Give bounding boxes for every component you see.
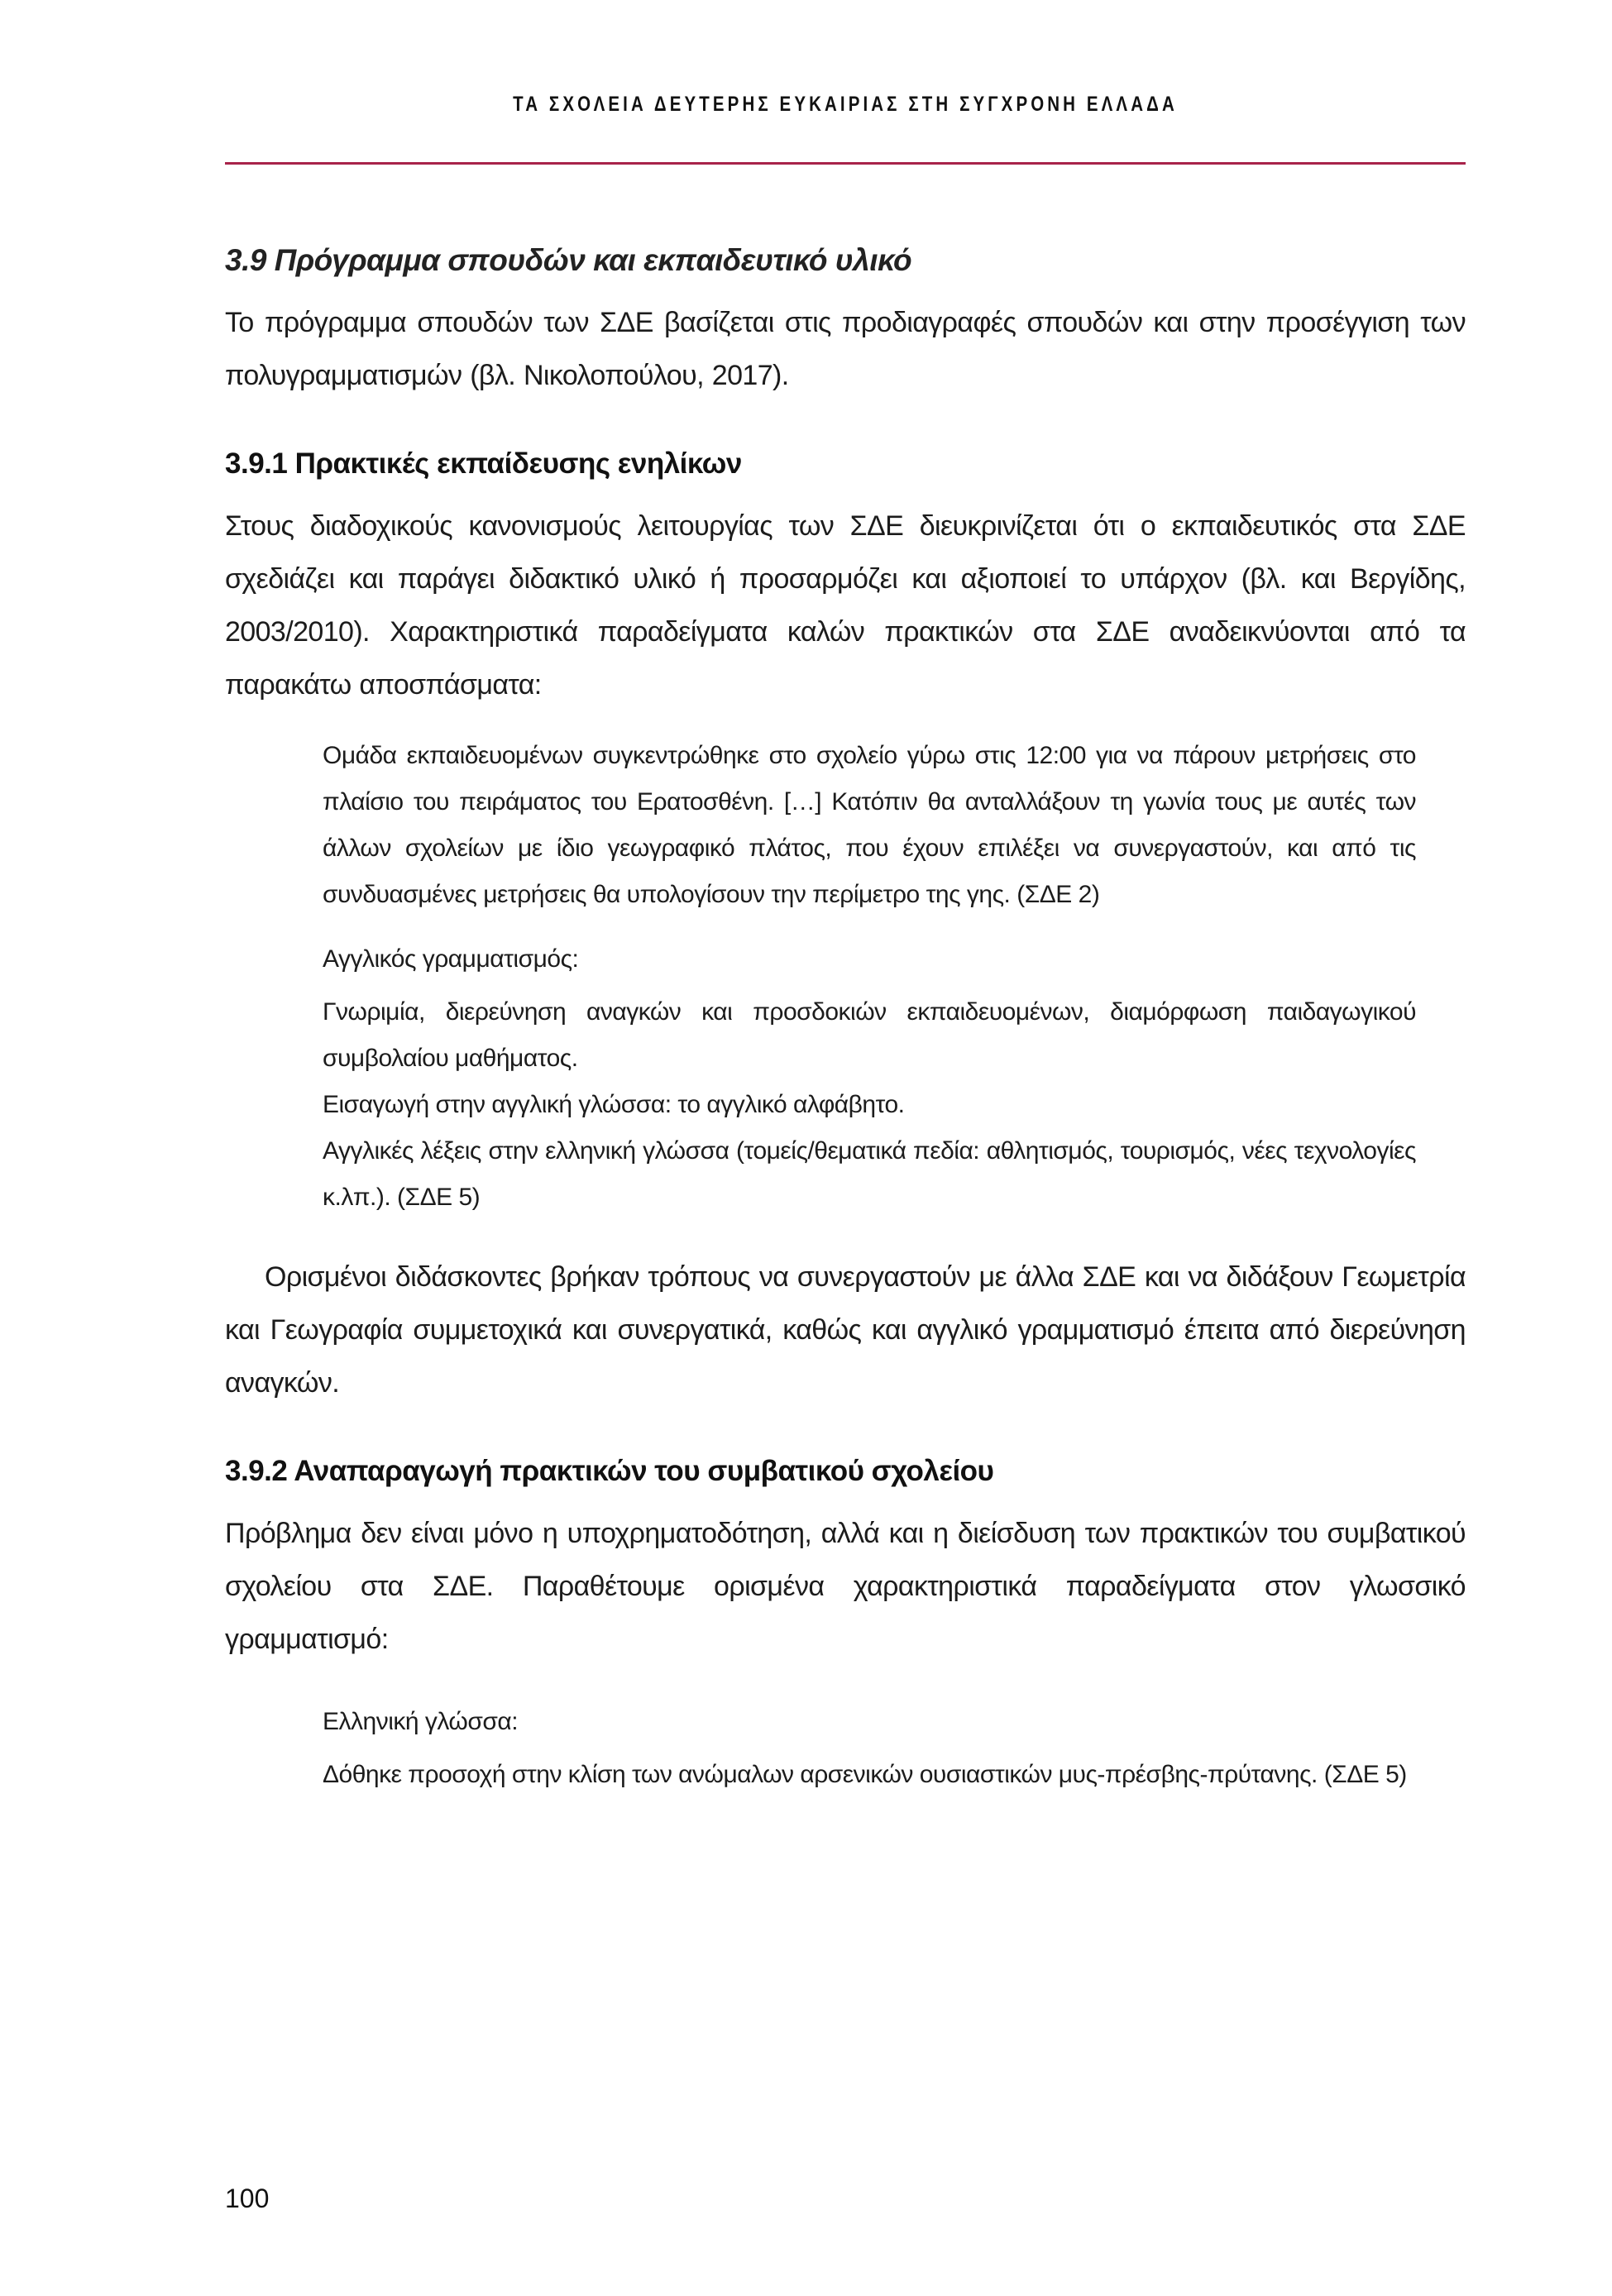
quote-label: Ελληνική γλώσσα: <box>323 1708 519 1735</box>
running-header: ΤΑ ΣΧΟΛΕΙΑ ΔΕΥΤΕΡΗΣ ΕΥΚΑΙΡΙΑΣ ΣΤΗ ΣΥΓΧΡΟΝΗ ΕΛΛΑΔΑ <box>513 93 1178 116</box>
subsection-2-paragraph: Πρόβλημα δεν είναι μόνο η υποχρηματοδότηση, αλλά και η διείσδυση των πρακτικών του συμβατικού σχολείου στα ΣΔΕ. Παραθέτουμε ορισμένα χαρακτηριστικά παραδείγματα στον γλωσσικό γραμματισμό: <box>225 1518 1466 1655</box>
quote-line: Αγγλικές λέξεις στην ελληνική γλώσσα (τομείς/θεματικά πεδία: αθλητισμός, τουρισμός, νέες τεχνολογίες κ.λπ.). (ΣΔΕ 5) <box>323 1137 1416 1211</box>
page-number: 100 <box>225 2184 270 2213</box>
quote-line: Εισαγωγή στην αγγλική γλώσσα: το αγγλικό αλφάβητο. <box>323 1091 905 1118</box>
page-body <box>225 240 1466 1816</box>
subsection-heading-3-9-1: 3.9.1 Πρακτικές εκπαίδευσης ενηλίκων <box>225 447 742 480</box>
quote-text: Δόθηκε προσοχή στην κλίση των ανώμαλων αρσενικών ουσιαστικών μυς-πρέσβης-πρύτανης. (ΣΔΕ 5) <box>323 1761 1407 1788</box>
quote-text: Ομάδα εκπαιδευομένων συγκεντρώθηκε στο σχολείο γύρω στις 12:00 για να πάρουν μετρήσεις στο πλαίσιο του πειράματος του Ερατοσθένη. […] Κατόπιν θα ανταλλάξουν τη γωνία τους με αυτές των άλλων σχολείων με ίδιο γεωγραφικό πλάτος, που έχουν επιλέξει να συνεργαστούν, και από τις συνδυασμένες μετρήσεις θα υπολογίσουν την περίμετρο της γης. (ΣΔΕ 2) <box>323 742 1416 908</box>
block-quote-greek-language <box>323 1699 1416 1798</box>
quote-line: Γνωριμία, διερεύνηση αναγκών και προσδοκιών εκπαιδευομένων, διαμόρφωση παιδαγωγικού συμβολαίου μαθήματος. <box>323 998 1416 1072</box>
section-intro-paragraph: Το πρόγραμμα σπουδών των ΣΔΕ βασίζεται στις προδιαγραφές σπουδών και στην προσέγγιση των πολυγραμματισμών (βλ. Νικολοπούλου, 2017). <box>225 307 1466 391</box>
header-rule <box>225 162 1466 165</box>
block-quote-english-literacy <box>323 936 1416 1221</box>
subsection-1-paragraph: Στους διαδοχικούς κανονισμούς λειτουργίας των ΣΔΕ διευκρινίζεται ότι ο εκπαιδευτικός στα ΣΔΕ σχεδιάζει και παράγει διδακτικό υλικό ή προσαρμόζει και αξιοποιεί το υπάρχον (βλ. και Βεργίδης, 2003/2010). Χαρακτηριστικά παραδείγματα καλών πρακτικών στα ΣΔΕ αναδεικνύονται από τα παρακάτω αποσπάσματα: <box>225 510 1466 701</box>
quote-label: Αγγλικός γραμματισμός: <box>323 945 579 973</box>
block-quote-eratosthenes <box>323 733 1416 918</box>
subsection-heading-3-9-2: 3.9.2 Αναπαραγωγή πρακτικών του συμβατικού σχολείου <box>225 1455 994 1487</box>
subsection-1-closing-paragraph: Ορισμένοι διδάσκοντες βρήκαν τρόπους να συνεργαστούν με άλλα ΣΔΕ και να διδάξουν Γεωμετρία και Γεωγραφία συμμετοχικά και συνεργατικά, καθώς και αγγλικό γραμματισμό έπειτα από διερεύνηση αναγκών. <box>225 1261 1466 1399</box>
section-heading-3-9: 3.9 Πρόγραμμα σπουδών και εκπαιδευτικό υλικό <box>225 243 912 277</box>
